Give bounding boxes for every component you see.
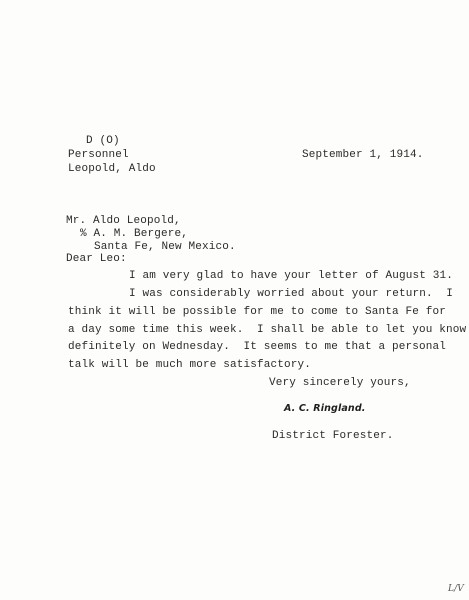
body-line: a day some time this week. I shall be able to let you know [68,324,467,336]
closing: Very sincerely yours, [269,377,411,389]
body-line: definitely on Wednesday. It seems to me that a personal [68,341,447,353]
body-line: I am very glad to have your letter of August 31. [129,270,454,282]
body-line: talk will be much more satisfactory. [68,359,312,371]
file-category: Personnel [68,149,129,161]
recipient-city: Santa Fe, New Mexico. [94,241,236,253]
handwritten-initials: L/V [448,584,464,594]
body-line: I was considerably worried about your return. I [129,288,454,300]
file-subject: Leopold, Aldo [68,163,156,175]
recipient-care-of: % A. M. Bergere, [80,228,189,240]
signer-title: District Forester. [272,430,394,442]
salutation: Dear Leo: [66,253,127,265]
letter-date: September 1, 1914. [302,149,424,161]
recipient-name: Mr. Aldo Leopold, [66,215,181,227]
file-code: D (O) [86,135,120,147]
body-line: think it will be possible for me to come to Santa Fe for [68,306,447,318]
signature-stamp: A. C. Ringland. [284,403,366,414]
